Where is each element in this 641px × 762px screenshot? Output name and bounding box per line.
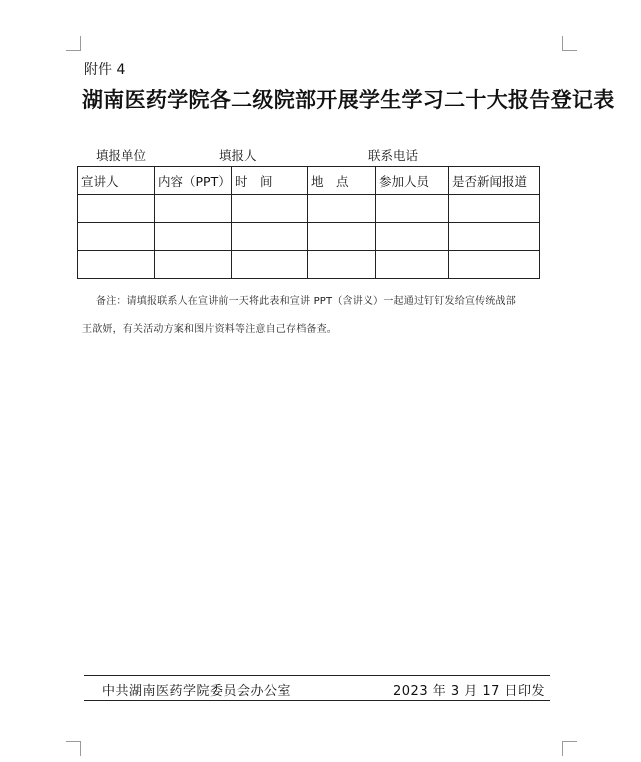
table-cell[interactable] — [308, 223, 376, 251]
table-cell[interactable] — [232, 195, 308, 223]
registration-table — [77, 166, 540, 279]
table-cell[interactable] — [232, 251, 308, 279]
note-line-1: 备注：请填报联系人在宣讲前一天将此表和宣讲 PPT（含讲义）一起通过钉钉发给宣传统战部 — [96, 296, 516, 307]
table-cell[interactable] — [78, 251, 155, 279]
table-header-row — [78, 167, 540, 195]
table-cell[interactable] — [449, 251, 540, 279]
header-cell-news-report: 是否新闻报道 — [449, 167, 540, 195]
fill-field-filler: 填报人 — [219, 148, 257, 163]
fill-field-unit: 填报单位 — [96, 148, 147, 163]
table-cell[interactable] — [308, 251, 376, 279]
page-corner-mark-top-right — [562, 36, 577, 51]
table-cell[interactable] — [232, 223, 308, 251]
page-corner-mark-top-left — [66, 36, 81, 51]
table-cell[interactable] — [155, 195, 232, 223]
note-line-2: 王歆妍，有关活动方案和图片资料等注意自己存档备查。 — [82, 324, 337, 335]
table-cell[interactable] — [376, 223, 449, 251]
page-corner-mark-bottom-left — [66, 741, 81, 756]
table-cell[interactable] — [155, 223, 232, 251]
footer-top-rule — [84, 675, 550, 676]
fill-field-phone: 联系电话 — [368, 148, 419, 163]
table-cell[interactable] — [376, 251, 449, 279]
page-corner-mark-bottom-right — [562, 741, 577, 756]
attachment-label: 附件 4 — [84, 62, 126, 78]
header-cell-content: 内容（PPT） — [155, 167, 232, 195]
header-cell-time: 时 间 — [232, 167, 308, 195]
table-row — [78, 195, 540, 223]
header-cell-participants: 参加人员 — [376, 167, 449, 195]
table-cell[interactable] — [449, 223, 540, 251]
header-cell-location: 地 点 — [308, 167, 376, 195]
footer-issuer: 中共湖南医药学院委员会办公室 — [102, 684, 292, 699]
table-cell[interactable] — [155, 251, 232, 279]
table-cell[interactable] — [449, 195, 540, 223]
table-cell[interactable] — [308, 195, 376, 223]
table-cell[interactable] — [78, 195, 155, 223]
footer-date: 2023 年 3 月 17 日印发 — [393, 684, 546, 699]
table-cell[interactable] — [376, 195, 449, 223]
table-row — [78, 251, 540, 279]
document-title: 湖南医药学院各二级院部开展学生学习二十大报告登记表 — [82, 87, 615, 112]
table-cell[interactable] — [78, 223, 155, 251]
footer-bottom-rule — [84, 700, 550, 701]
header-cell-speaker: 宣讲人 — [78, 167, 155, 195]
table-row — [78, 223, 540, 251]
